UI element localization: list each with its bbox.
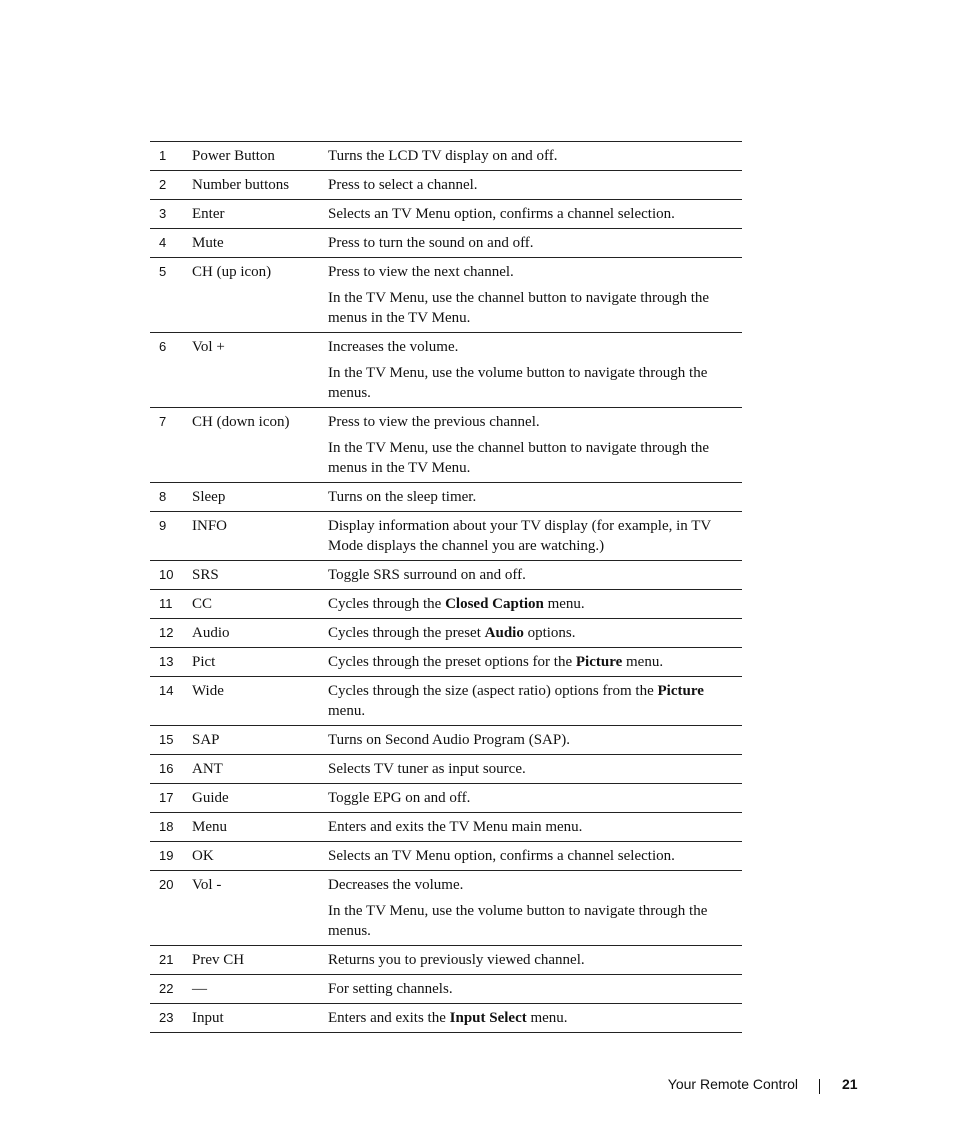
button-description (328, 946, 742, 975)
button-description (328, 842, 742, 871)
table-row (150, 561, 742, 590)
description-text: Increases the volume. (328, 339, 459, 355)
table-row (150, 1004, 742, 1033)
description-text: Toggle SRS surround on and off. (328, 567, 526, 583)
button-number: 3 (150, 200, 192, 229)
table-row (150, 171, 742, 200)
button-description (328, 142, 742, 171)
button-name: CH (down icon) (192, 408, 328, 483)
description-text: menu. (328, 703, 366, 719)
description-paragraph (328, 146, 742, 166)
button-description (328, 483, 742, 512)
table-row (150, 871, 742, 946)
button-description (328, 171, 742, 200)
description-paragraph (328, 204, 742, 224)
button-description (328, 648, 742, 677)
table-row (150, 258, 742, 333)
button-name: Audio (192, 619, 328, 648)
description-paragraph (328, 175, 742, 195)
menu-name-bold: Audio (484, 625, 524, 641)
description-text: In the TV Menu, use the channel button to navigate through the menus in the TV Menu. (328, 290, 710, 326)
button-description (328, 619, 742, 648)
table-row (150, 408, 742, 483)
description-text: menu. (526, 1010, 568, 1026)
description-paragraph (328, 233, 742, 253)
description-paragraph (328, 950, 742, 970)
button-number: 13 (150, 648, 192, 677)
description-paragraph (328, 788, 742, 808)
description-paragraph (328, 337, 742, 357)
table-row (150, 677, 742, 726)
description-text: Press to view the next channel. (328, 264, 514, 280)
description-text: In the TV Menu, use the volume button to navigate through the menus. (328, 365, 708, 401)
button-description (328, 813, 742, 842)
button-number: 7 (150, 408, 192, 483)
description-paragraph (328, 516, 742, 556)
table-row (150, 813, 742, 842)
button-number: 17 (150, 784, 192, 813)
description-text: Turns on the sleep timer. (328, 489, 477, 505)
table-row (150, 483, 742, 512)
button-number: 9 (150, 512, 192, 561)
description-text: Cycles through the size (aspect ratio) options from the (328, 683, 658, 699)
table-row (150, 590, 742, 619)
button-number: 2 (150, 171, 192, 200)
button-number: 11 (150, 590, 192, 619)
button-number: 16 (150, 755, 192, 784)
button-number: 19 (150, 842, 192, 871)
button-description (328, 200, 742, 229)
button-number: 15 (150, 726, 192, 755)
button-name: Wide (192, 677, 328, 726)
description-text: In the TV Menu, use the volume button to navigate through the menus. (328, 903, 708, 939)
table-row (150, 726, 742, 755)
description-paragraph (328, 681, 742, 721)
description-paragraph (328, 759, 742, 779)
table-row (150, 142, 742, 171)
button-number: 21 (150, 946, 192, 975)
button-name: Guide (192, 784, 328, 813)
button-description (328, 512, 742, 561)
button-name: Vol - (192, 871, 328, 946)
description-text: Cycles through the (328, 596, 446, 612)
description-paragraph (328, 901, 742, 941)
button-name: Power Button (192, 142, 328, 171)
button-description (328, 784, 742, 813)
footer-divider (819, 1079, 820, 1094)
description-text: Toggle EPG on and off. (328, 790, 471, 806)
description-paragraph (328, 412, 742, 432)
description-text: In the TV Menu, use the channel button to navigate through the menus in the TV Menu. (328, 440, 710, 476)
table-row (150, 333, 742, 408)
button-number: 4 (150, 229, 192, 258)
button-number: 1 (150, 142, 192, 171)
button-number: 18 (150, 813, 192, 842)
description-text: Enters and exits the TV Menu main menu. (328, 819, 583, 835)
button-name: Enter (192, 200, 328, 229)
table-row (150, 200, 742, 229)
button-number: 5 (150, 258, 192, 333)
footer-section-title: Your Remote Control (667, 1076, 798, 1092)
description-paragraph (328, 875, 742, 895)
description-text: Turns the LCD TV display on and off. (328, 148, 558, 164)
description-text: Cycles through the preset (328, 625, 485, 641)
description-text: menu. (622, 654, 664, 670)
table-row (150, 946, 742, 975)
description-text: menu. (543, 596, 585, 612)
description-text: Decreases the volume. (328, 877, 464, 893)
description-text: Press to turn the sound on and off. (328, 235, 534, 251)
description-text: For setting channels. (328, 981, 453, 997)
button-description (328, 677, 742, 726)
description-paragraph (328, 288, 742, 328)
table-row (150, 784, 742, 813)
button-number: 22 (150, 975, 192, 1004)
button-name: OK (192, 842, 328, 871)
table-row (150, 229, 742, 258)
description-text: options. (523, 625, 576, 641)
menu-name-bold: Closed Caption (445, 596, 544, 612)
button-number: 6 (150, 333, 192, 408)
description-text: Turns on Second Audio Program (SAP). (328, 732, 570, 748)
description-text: Returns you to previously viewed channel. (328, 952, 585, 968)
button-description (328, 229, 742, 258)
button-name: Input (192, 1004, 328, 1033)
button-name: ANT (192, 755, 328, 784)
description-paragraph (328, 262, 742, 282)
button-name: Sleep (192, 483, 328, 512)
button-name: — (192, 975, 328, 1004)
button-name: Pict (192, 648, 328, 677)
button-number: 20 (150, 871, 192, 946)
button-name: CC (192, 590, 328, 619)
description-paragraph (328, 594, 742, 614)
description-paragraph (328, 846, 742, 866)
table-row (150, 975, 742, 1004)
menu-name-bold: Picture (657, 683, 704, 699)
description-text: Display information about your TV display (for example, in TV Mode displays the channel you are watching.) (328, 518, 711, 554)
description-paragraph (328, 438, 742, 478)
button-name: Vol + (192, 333, 328, 408)
description-text: Cycles through the preset options for the (328, 654, 576, 670)
button-description (328, 590, 742, 619)
button-name: CH (up icon) (192, 258, 328, 333)
button-name: Menu (192, 813, 328, 842)
button-name: Number buttons (192, 171, 328, 200)
button-description (328, 1004, 742, 1033)
description-paragraph (328, 979, 742, 999)
table-row (150, 648, 742, 677)
description-paragraph (328, 817, 742, 837)
description-paragraph (328, 1008, 742, 1028)
button-description (328, 871, 742, 946)
description-paragraph (328, 730, 742, 750)
menu-name-bold: Picture (575, 654, 623, 670)
description-text: Press to select a channel. (328, 177, 478, 193)
button-description (328, 408, 742, 483)
description-paragraph (328, 363, 742, 403)
remote-control-table (150, 141, 742, 1033)
description-text: Selects an TV Menu option, confirms a channel selection. (328, 206, 675, 222)
button-name: Mute (192, 229, 328, 258)
description-text: Selects TV tuner as input source. (328, 761, 526, 777)
description-text: Press to view the previous channel. (328, 414, 540, 430)
description-paragraph (328, 565, 742, 585)
description-text: Enters and exits the (328, 1010, 450, 1026)
button-number: 14 (150, 677, 192, 726)
page-number: 21 (842, 1076, 858, 1092)
table-row (150, 842, 742, 871)
button-description (328, 755, 742, 784)
button-description (328, 975, 742, 1004)
button-name: SAP (192, 726, 328, 755)
table-row (150, 755, 742, 784)
button-description (328, 258, 742, 333)
button-name: Prev CH (192, 946, 328, 975)
button-number: 10 (150, 561, 192, 590)
button-number: 23 (150, 1004, 192, 1033)
button-description (328, 726, 742, 755)
button-name: INFO (192, 512, 328, 561)
button-number: 12 (150, 619, 192, 648)
button-description (328, 561, 742, 590)
button-name: SRS (192, 561, 328, 590)
description-paragraph (328, 623, 742, 643)
table-body (150, 142, 742, 1033)
table-row (150, 619, 742, 648)
description-text: Selects an TV Menu option, confirms a channel selection. (328, 848, 675, 864)
table-row (150, 512, 742, 561)
menu-name-bold: Input Select (449, 1010, 527, 1026)
description-paragraph (328, 652, 742, 672)
page-footer (0, 1076, 954, 1096)
description-paragraph (328, 487, 742, 507)
button-description (328, 333, 742, 408)
button-number: 8 (150, 483, 192, 512)
